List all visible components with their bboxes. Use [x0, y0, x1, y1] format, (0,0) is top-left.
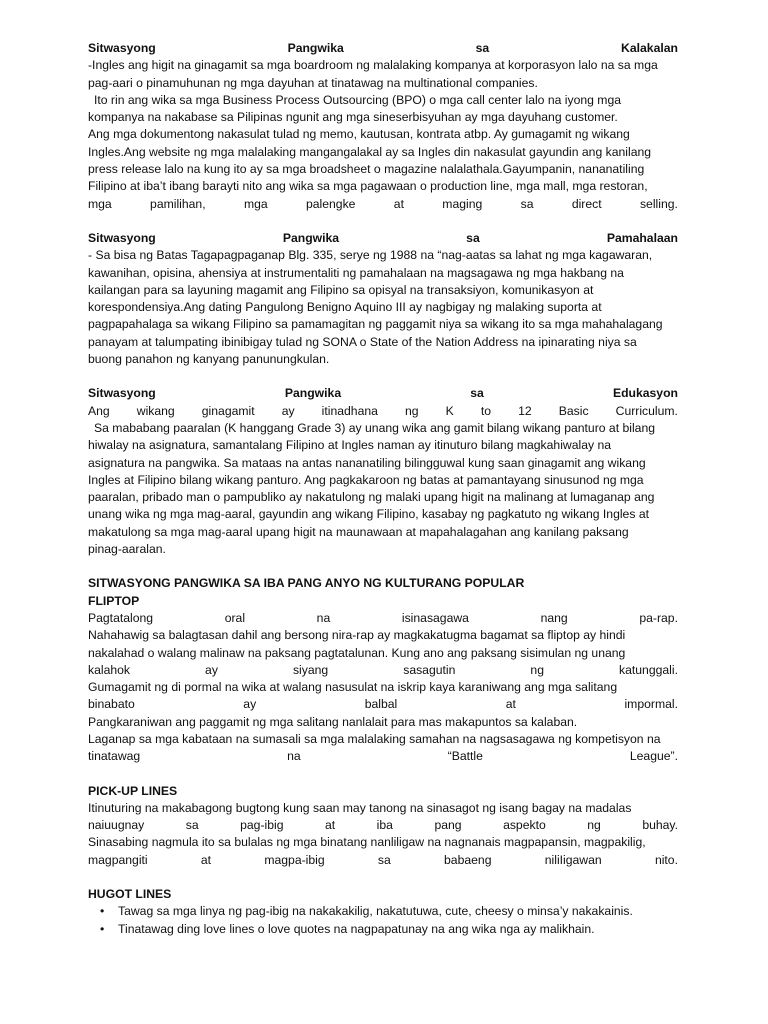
word: at — [200, 852, 212, 867]
heading-pamahalaan — [88, 230, 678, 247]
word: sasagutin — [403, 662, 456, 677]
bullet-icon: • — [100, 921, 105, 936]
paragraph-line: nakalahad o walang malinaw na paksang pagtatalunan. Kung ano ang paksang sisimulan ng unang — [88, 645, 626, 660]
word: sa — [470, 386, 484, 401]
document-page — [88, 40, 678, 938]
paragraph-line: -Ingles ang higit na ginagamit sa mga boardroom ng malalaking kompanya at korporasyon lalo na sa mga — [88, 58, 658, 73]
word: itinadhana — [321, 403, 378, 418]
word: pamilihan, — [150, 196, 206, 211]
heading-kalakalan — [88, 40, 678, 57]
word: nito. — [654, 852, 678, 867]
word: iba — [376, 818, 393, 833]
paragraph-line: Sinasabing nagmula ito sa bulalas ng mga binatang nanliligaw na nagnanais magpapansin, magpakilig, — [88, 835, 646, 850]
paragraph-line: kailangan para sa layuning magamit ang Filipino sa opisyal na transaksiyon, komunikasyon at — [88, 282, 594, 297]
word: Pangwika — [282, 230, 340, 245]
word: sa — [475, 41, 490, 55]
word: Pangwika — [287, 41, 344, 55]
paragraph-line: Gumagamit ng di pormal na wika at walang nasusulat na iskrip kaya karaniwang ang mga salitang — [88, 680, 618, 695]
subheading-hugot-lines: HUGOT LINES — [88, 887, 172, 902]
paragraph-line-justified — [88, 817, 678, 834]
word: oral — [224, 610, 246, 625]
word: isinasagawa — [401, 610, 469, 625]
word: at — [505, 697, 516, 712]
word: Pamahalaan — [606, 230, 678, 245]
word: 12 — [518, 403, 532, 418]
word: ay — [243, 697, 257, 712]
paragraph-line-justified — [88, 852, 678, 869]
paragraph-line: Ingles at Filipino bilang wikang panturo. Ang pagkakaroon ng batas at pamantayang sinusunod ng mga — [88, 472, 644, 487]
word: babaeng — [444, 852, 492, 867]
word: Basic — [558, 403, 589, 418]
word: katunggali. — [619, 662, 678, 677]
bullet-icon: • — [100, 904, 105, 919]
word: sa — [185, 818, 199, 833]
paragraph-line: Pangkaraniwan ang paggamit ng mga salitang nanlalait para mas makapuntos sa kalaban. — [88, 714, 578, 729]
paragraph-line: asignatura na pangwika. Sa mataas na antas nananatiling bilingguwal kung saan ginagamit ang wikang — [88, 455, 646, 470]
word: na — [287, 749, 301, 764]
paragraph-line: pinag-aaralan. — [88, 542, 166, 557]
heading-edukasyon — [88, 385, 678, 402]
word: mga — [243, 196, 268, 211]
paragraph-line: paaralan, pribado man o pampubliko ay nakatulong ng malaki upang higit na malinang at lumaganap ang — [88, 490, 655, 505]
word: buhay. — [642, 818, 678, 833]
word: sa — [466, 230, 480, 245]
word: Ang — [88, 403, 110, 418]
paragraph-line: pag-aari o pinamuhunan ng mga dayuhan at tinatawag na multinational companies. — [88, 75, 538, 90]
word: balbal — [364, 697, 398, 712]
word: pa-rap. — [639, 610, 678, 625]
paragraph-line: korespondensiya.Ang dating Pangulong Benigno Aquino III ay nagbigay ng malaking suporta at — [88, 300, 602, 315]
list-item — [88, 921, 678, 938]
word: magpangiti — [88, 852, 148, 867]
paragraph-line: Ingles.Ang website ng mga malalaking mangangalakal ay sa Ingles din nakasulat gayundin ang kanilang — [88, 144, 652, 159]
word: palengke — [305, 196, 356, 211]
word: sa — [520, 196, 534, 211]
word: pang — [434, 818, 462, 833]
paragraph-line: buong panahon ng kanyang panunungkulan. — [88, 352, 330, 367]
word: naiuugnay — [88, 818, 145, 833]
paragraph-line-justified — [88, 696, 678, 713]
list-item-text: Tawag sa mga linya ng pag-ibig na nakakakilig, nakatutuwa, cute, cheesy o minsa’y nakakainis. — [118, 904, 633, 919]
word: ay — [281, 403, 295, 418]
subheading-fliptop: FLIPTOP — [88, 593, 140, 608]
word: K — [445, 403, 454, 418]
paragraph-line: Ito rin ang wika sa mga Business Process Outsourcing (BPO) o mga call center lalo na iyong mga — [94, 92, 622, 107]
word: impormal. — [624, 697, 678, 712]
paragraph-line: Ang mga dokumentong nakasulat tulad ng memo, kautusan, kontrata atbp. Ay gumagamit ng wikang — [88, 127, 630, 142]
paragraph-line: makatulong sa mga mag-aaral upang higit na maunawaan at mapahalagahan ang kanilang paksang — [88, 524, 629, 539]
word: na — [316, 610, 331, 625]
paragraph-line: kompanya na nakabase sa Pilipinas ngunit ang mga sineserbisyuhan ay mga dayuhang customer. — [88, 110, 618, 125]
paragraph-line: Itinuturing na makabagong bugtong kung saan may tanong na sinasagot ng isang bagay na madalas — [88, 800, 632, 815]
word: tinatawag — [88, 749, 141, 764]
word: Curriculum. — [615, 403, 678, 418]
word: Sitwasyong — [88, 386, 156, 401]
word: selling. — [639, 196, 678, 211]
word: ng — [587, 818, 601, 833]
word: aspekto — [503, 818, 546, 833]
word: Kalakalan — [621, 41, 678, 55]
paragraph-line-justified — [88, 748, 678, 765]
word: mga — [88, 196, 112, 211]
paragraph-line-justified — [88, 662, 678, 679]
paragraph-line-justified — [88, 610, 678, 627]
list-item — [88, 903, 678, 920]
word: magpa-ibig — [264, 852, 325, 867]
paragraph-line: - Sa bisa ng Batas Tagapagpaganap Blg. 335, serye ng 1988 na “nag-aatas sa lahat ng mga kagawaran, — [88, 248, 653, 263]
word: Pagtatalong — [88, 610, 154, 625]
word: League”. — [629, 749, 678, 764]
word: binabato — [88, 697, 135, 712]
paragraph-line: Sa mababang paaralan (K hanggang Grade 3) ay unang wika ang gamit bilang wikang panturo at bilang — [94, 420, 656, 435]
word: at — [325, 818, 336, 833]
hugot-list — [88, 903, 678, 938]
word: siyang — [292, 662, 329, 677]
word: ng — [405, 403, 419, 418]
word: Pangwika — [284, 386, 342, 401]
word: Sitwasyong — [88, 230, 156, 245]
list-item-text: Tinatawag ding love lines o love quotes na nagpapatunay na ang wika nga ay malikhain. — [118, 921, 595, 936]
word: to — [480, 403, 492, 418]
word: nang — [540, 610, 568, 625]
paragraph-line: Filipino at iba’t ibang barayti nito ang wika sa mga pagawaan o production line, mga mall, mga restoran, — [88, 179, 648, 194]
word: direct — [571, 196, 602, 211]
word: niliIigawan — [544, 852, 602, 867]
word: wikang — [136, 403, 175, 418]
paragraph-line-justified — [88, 196, 678, 213]
paragraph-line: hiwalay na asignatura, samantalang Filipino at Ingles naman ay itinuturo bilang magkahiwalay na — [88, 438, 612, 453]
word: Edukasyon — [612, 386, 678, 401]
word: ng — [530, 662, 544, 677]
paragraph-line: unang wika ng mga mag-aaral, gayundin ang wikang Filipino, kasabay ng pagkatuto ng wikang Ingles at — [88, 507, 649, 522]
word: ginagamit — [201, 403, 255, 418]
heading-kulturang-popular: SITWASYONG PANGWIKA SA IBA PANG ANYO NG KULTURANG POPULAR — [88, 576, 525, 591]
word: sa — [377, 852, 391, 867]
paragraph-line: kawanihan, opisina, ahensiya at instrumentaliti ng pamahalaan na magsagawa ng mga hakbang na — [88, 265, 624, 280]
paragraph-line: press release lalo na kung ito ay sa mga broadsheet o magazine nalalathala.Gayumpanin, nananatiling — [88, 162, 645, 177]
word: “Battle — [447, 749, 483, 764]
word: pag-ibig — [240, 818, 284, 833]
paragraph-line: pagpapahalaga sa wikang Filipino sa pamamagitan ng paggamit niya sa wikang ito sa mga mahahalagang — [88, 317, 663, 332]
subheading-pickup-lines: PICK-UP LINES — [88, 783, 178, 798]
paragraph-line: Laganap sa mga kabataan na sumasali sa mga malalaking samahan na nagsasagawa ng kompetisyon na — [88, 731, 661, 746]
paragraph-line: Nahahawig sa balagtasan dahil ang bersong nira-rap ay magkakatugma bagamat sa fliptop ay hindi — [88, 628, 626, 643]
word: ay — [205, 662, 218, 677]
paragraph-line-justified — [88, 403, 678, 420]
paragraph-line: panayam at talumpating ibinibigay tulad ng SONA o State of the Nation Address na ipinarating niya sa — [88, 334, 637, 349]
word: Sitwasyong — [88, 41, 156, 55]
word: kalahok — [88, 662, 131, 677]
word: at — [393, 196, 404, 211]
word: maging — [442, 196, 483, 211]
